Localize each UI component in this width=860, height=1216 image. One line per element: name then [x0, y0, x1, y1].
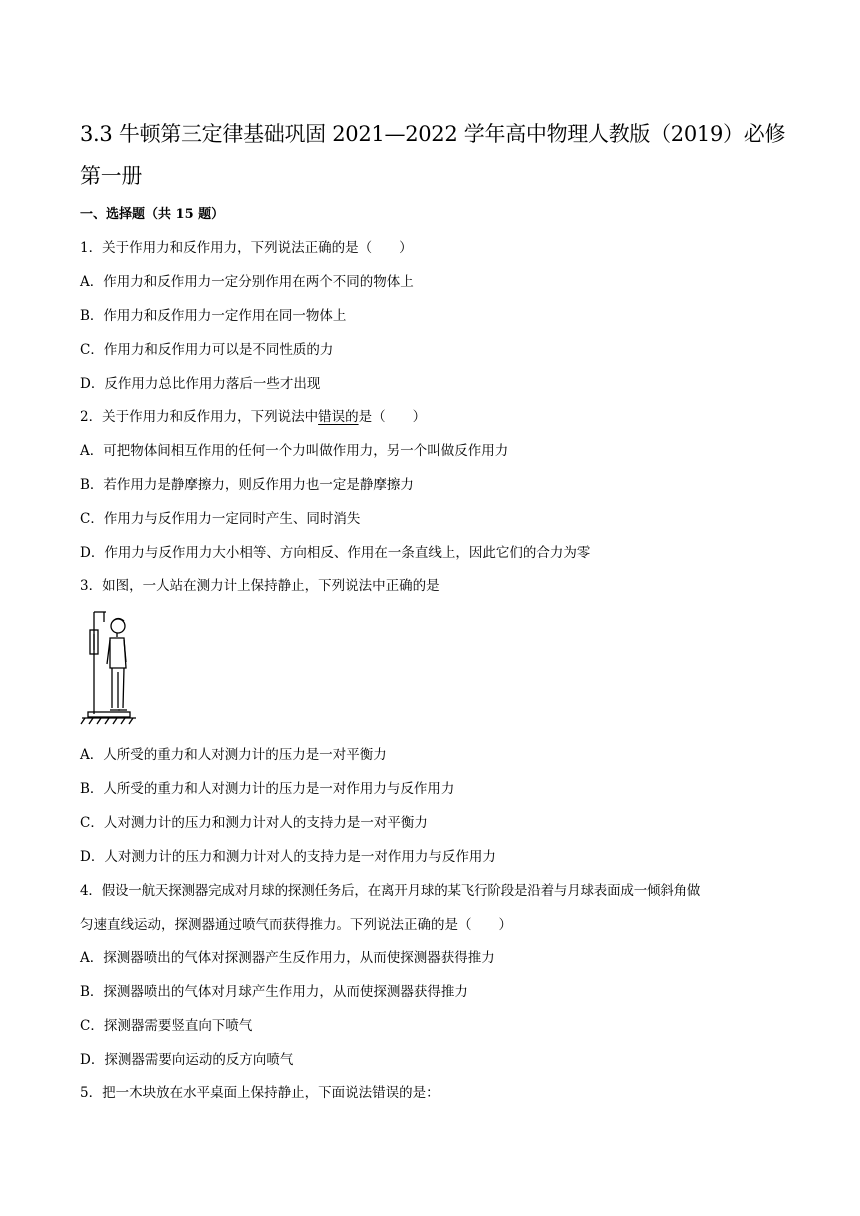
question-5-stem: 5．把一木块放在水平桌面上保持静止，下面说法错误的是： [80, 1085, 440, 1101]
question-2-stem-suffix: 是（ ） [358, 409, 427, 425]
document-title: 3.3 牛顿第三定律基础巩固 2021—2022 学年高中物理人教版（2019）必修第一册 [80, 122, 786, 188]
question-4-option-a: A．探测器喷出的气体对探测器产生反作用力，从而使探测器获得推力 [80, 950, 495, 966]
question-3-option-d: D．人对测力计的压力和测力计对人的支持力是一对作用力与反作用力 [80, 849, 496, 865]
question-3-option-c: C．人对测力计的压力和测力计对人的支持力是一对平衡力 [80, 815, 428, 831]
question-4-option-b: B．探测器喷出的气体对月球产生作用力，从而使探测器获得推力 [80, 984, 468, 1000]
person-on-scale-figure [80, 606, 140, 728]
question-2-option-a: A．可把物体间相互作用的任何一个力叫做作用力，另一个叫做反作用力 [80, 443, 509, 459]
question-2-stem [80, 405, 426, 425]
question-2-option-b: B．若作用力是静摩擦力，则反作用力也一定是静摩擦力 [80, 477, 414, 493]
question-1-option-d: D．反作用力总比作用力落后一些才出现 [80, 376, 321, 392]
question-2-option-d: D．作用力与反作用力大小相等、方向相反、作用在一条直线上，因此它们的合力为零 [80, 545, 591, 561]
question-2-stem-underlined: 错误的 [318, 409, 359, 425]
question-3-option-b: B．人所受的重力和人对测力计的压力是一对作用力与反作用力 [80, 781, 455, 797]
question-1-option-a: A．作用力和反作用力一定分别作用在两个不同的物体上 [80, 274, 414, 290]
question-1-option-c: C．作用力和反作用力可以是不同性质的力 [80, 342, 334, 358]
question-4-option-d: D．探测器需要向运动的反方向喷气 [80, 1052, 294, 1068]
section-heading: 一、选择题（共 15 题） [80, 207, 225, 222]
question-4-option-c: C．探测器需要竖直向下喷气 [80, 1018, 253, 1034]
question-2-option-c: C．作用力与反作用力一定同时产生、同时消失 [80, 511, 361, 527]
question-1-stem: 1．关于作用力和反作用力，下列说法正确的是（ ） [80, 240, 413, 256]
question-1-option-b: B．作用力和反作用力一定作用在同一物体上 [80, 308, 347, 324]
question-3-option-a: A．人所受的重力和人对测力计的压力是一对平衡力 [80, 747, 387, 763]
question-3-stem: 3．如图，一人站在测力计上保持静止，下列说法中正确的是 [80, 578, 440, 594]
question-4-stem-line-2: 匀速直线运动，探测器通过喷气而获得推力。下列说法正确的是（ ） [80, 917, 512, 933]
question-4-stem-line-1: 4．假设一航天探测器完成对月球的探测任务后，在离开月球的某飞行阶段是沿着与月球表面成一倾斜角做 [80, 883, 701, 899]
question-2-stem-prefix: 2．关于作用力和反作用力，下列说法中 [80, 409, 319, 425]
